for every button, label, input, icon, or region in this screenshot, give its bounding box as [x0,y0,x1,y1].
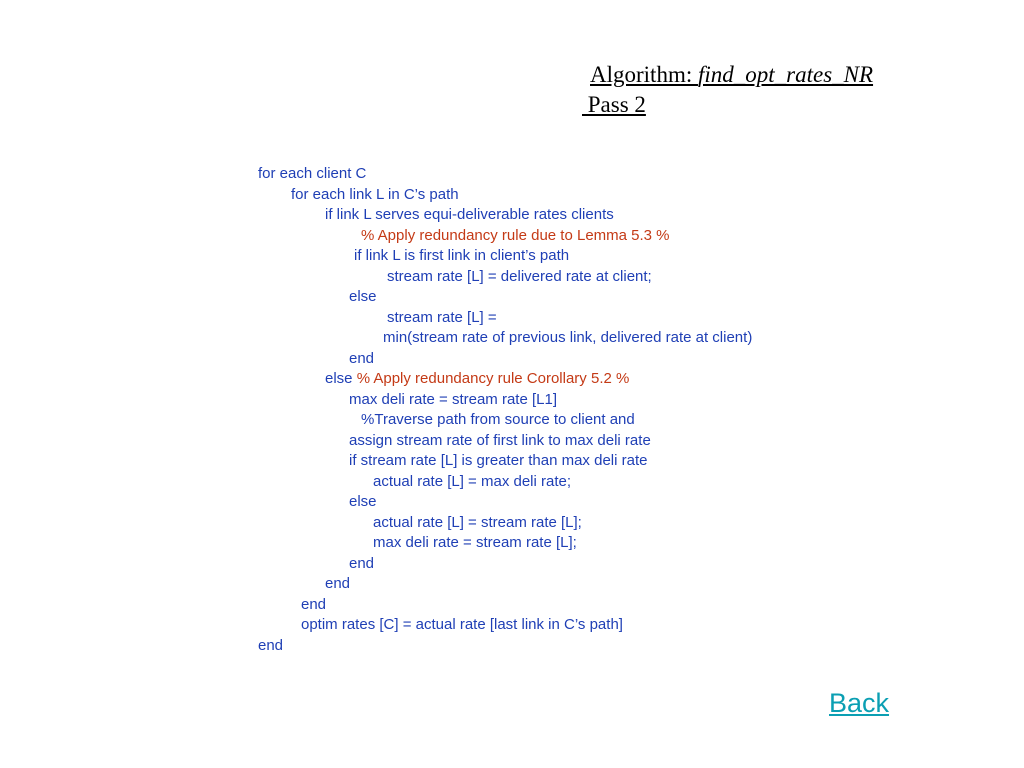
code-text: optim rates [C] = actual rate [last link in C’s path] [301,616,623,633]
code-line [258,164,958,185]
code-text: if link L is first link in client’s path [354,247,570,264]
code-line [258,554,958,575]
code-line [258,513,958,534]
code-line [258,390,958,411]
code-line [258,185,958,206]
code-text: end [258,636,284,654]
code-text: stream rate [L] = delivered rate at client; [387,267,652,285]
pseudocode-block [258,164,958,656]
code-line [258,205,958,226]
code-line [258,308,958,329]
code-text: assign stream rate of first link to max deli rate [349,431,651,449]
code-text: else [325,370,357,387]
code-text: min(stream rate of previous link, delivered rate at client) [383,329,753,346]
code-text: %Traverse path from source to client and [361,411,635,428]
back-link[interactable]: Back [829,688,890,718]
code-line [258,349,958,370]
code-text: else [349,288,377,305]
code-line [258,369,958,390]
code-text: end [349,554,375,572]
algorithm-name: find_opt_rates_NR [697,62,874,87]
code-line [258,431,958,452]
title-prefix: Algorithm: [590,62,698,87]
title-subtitle: Pass 2 [582,92,646,117]
code-line [258,226,958,247]
code-line [258,574,958,595]
code-text: max deli rate = stream rate [L1] [349,390,558,408]
code-line [258,410,958,431]
code-text: if link L serves equi-deliverable rates clients [325,206,614,223]
code-line [258,595,958,616]
code-text: stream rate [L] = [387,308,497,326]
code-text: else [349,493,377,510]
code-text: end [301,595,327,613]
code-line [258,492,958,513]
code-line [258,287,958,308]
code-comment: % Apply redundancy rule due to Lemma 5.3 % [361,226,670,244]
code-comment: % Apply redundancy rule Corollary 5.2 % [356,370,630,387]
code-line [258,636,958,657]
code-text: if stream rate [L] is greater than max deli rate [349,452,648,469]
code-text: actual rate [L] = stream rate [L]; [373,513,582,531]
code-line [258,472,958,493]
code-text: actual rate [L] = max deli rate; [373,472,572,490]
code-text: for each link L in C’s path [291,185,459,203]
code-line [258,451,958,472]
code-text: for each client C [258,165,367,182]
code-line [258,615,958,636]
code-line [258,328,958,349]
code-line [258,246,958,267]
code-line [258,533,958,554]
slide-title [582,60,962,120]
code-text: end [325,575,351,592]
code-text: max deli rate = stream rate [L]; [373,534,577,551]
title-line [582,60,962,90]
code-line [258,267,958,288]
code-text: end [349,349,375,367]
